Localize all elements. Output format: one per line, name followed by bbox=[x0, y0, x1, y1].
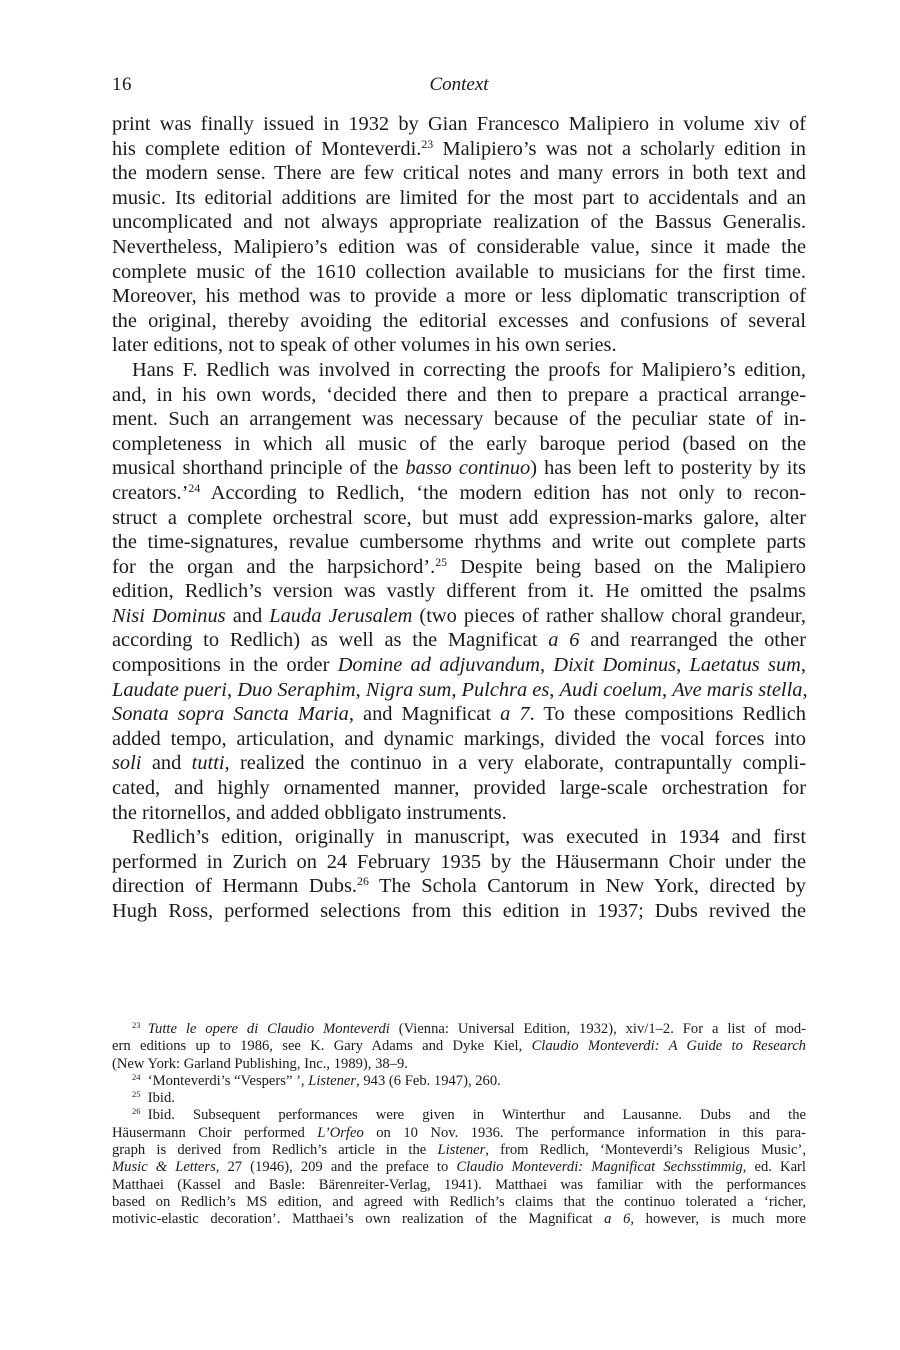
text-run: , and Magnificat bbox=[348, 703, 501, 726]
text-line bbox=[112, 358, 806, 383]
text-run: Matthaei (Kassel and Basle: Bärenreiter-Verlag, 1941). Matthaei was familiar with the performances bbox=[112, 1176, 806, 1193]
footnote-number: 24 bbox=[132, 1071, 141, 1082]
text-line bbox=[112, 432, 806, 457]
footnote bbox=[112, 1021, 806, 1073]
paragraph bbox=[112, 112, 806, 358]
footnote-ref: 26 bbox=[357, 874, 369, 889]
text-run: graph is derived from Redlich’s article in the bbox=[112, 1142, 438, 1159]
text-run: direction of Hermann Dubs. bbox=[112, 875, 358, 898]
text-line bbox=[112, 874, 806, 899]
text-run: , bbox=[355, 678, 366, 701]
text-run: completeness in which all music of the early baroque period (based on the bbox=[112, 432, 806, 455]
text-run: motivic-elastic decoration’. Matthaei’s own realization of the Magnificat bbox=[112, 1211, 605, 1228]
text-run: compositions in the order bbox=[112, 654, 338, 677]
text-run: the modern sense. There are few critical notes and many errors in both text and bbox=[112, 162, 806, 185]
spacer bbox=[140, 1073, 147, 1089]
italic-text: a 6 bbox=[604, 1211, 631, 1228]
text-run: , bbox=[226, 678, 238, 701]
text-line bbox=[112, 776, 806, 801]
text-run: , 27 (1946), 209 and the preface to bbox=[215, 1159, 457, 1176]
running-head: Context bbox=[429, 74, 489, 95]
page-number: 16 bbox=[112, 74, 132, 95]
text-line bbox=[112, 481, 806, 506]
text-run: , bbox=[451, 678, 462, 701]
footnote-line bbox=[112, 1194, 806, 1211]
text-run: the time-signatures, revalue cumbersome rhythms and write out complete parts bbox=[112, 531, 806, 554]
footnote-line bbox=[112, 1125, 806, 1142]
footnote-number: 26 bbox=[132, 1106, 141, 1117]
text-run: according to Redlich) as well as the Magnificat bbox=[112, 629, 549, 652]
text-run: , bbox=[540, 654, 554, 677]
italic-text: Audi coelum bbox=[559, 678, 662, 701]
text-line bbox=[112, 653, 806, 678]
italic-text: Claudio Monteverdi: Magnificat Sechsstimmig bbox=[456, 1159, 743, 1176]
text-run: the original, thereby avoiding the editorial excesses and confusions of several bbox=[112, 309, 806, 332]
footnote-line bbox=[112, 1090, 806, 1107]
text-line bbox=[112, 604, 806, 629]
text-run: Nevertheless, Malipiero’s edition was of considerable value, since it made the bbox=[112, 235, 806, 258]
footnote-line bbox=[112, 1211, 806, 1228]
text-run: the ritornellos, and added obbligato instruments. bbox=[112, 801, 507, 824]
footnote-line bbox=[112, 1038, 806, 1055]
text-line bbox=[112, 383, 806, 408]
text-run: Hugh Ross, performed selections from this edition in 1937; Dubs revived the bbox=[112, 900, 806, 922]
italic-text: Duo Seraphim bbox=[237, 678, 356, 701]
italic-text: tutti bbox=[191, 752, 225, 775]
text-run: , bbox=[676, 654, 690, 677]
italic-text: soli bbox=[112, 752, 142, 775]
italic-text: Domine ad adjuvandum bbox=[337, 654, 541, 677]
italic-text: Lauda Jerusalem bbox=[269, 604, 413, 627]
text-line bbox=[112, 235, 806, 260]
body-text bbox=[112, 112, 806, 924]
text-run: later editions, not to speak of other volumes in his own series. bbox=[112, 334, 617, 357]
text-line bbox=[112, 260, 806, 285]
italic-text: Pulchra es bbox=[461, 678, 550, 701]
text-run: Despite being based on the Malipiero bbox=[447, 555, 807, 578]
text-line bbox=[112, 506, 806, 531]
text-run: Moreover, his method was to provide a more or less diplomatic transcription of bbox=[112, 285, 806, 308]
text-run: According to Redlich, ‘the modern edition has not only to recon- bbox=[200, 481, 806, 504]
text-line bbox=[112, 801, 806, 826]
footnote-ref: 23 bbox=[421, 136, 434, 151]
text-run: Hans F. Redlich was involved in correcting the proofs for Malipiero’s edition, bbox=[132, 358, 806, 381]
text-run: print was finally issued in 1932 by Gian Francesco Malipiero in volume xiv of bbox=[112, 113, 806, 135]
text-line bbox=[112, 210, 806, 235]
footnote-number: 25 bbox=[132, 1089, 141, 1100]
text-run: Redlich’s edition, originally in manuscript, was executed in 1934 and first bbox=[132, 826, 806, 849]
text-line bbox=[112, 112, 806, 137]
text-run: and bbox=[141, 752, 192, 775]
paragraph bbox=[112, 825, 806, 923]
text-line bbox=[112, 628, 806, 653]
text-run: The Schola Cantorum in New York, directed by bbox=[368, 875, 806, 898]
italic-text: a 7 bbox=[500, 703, 530, 726]
text-run: performed in Zurich on 24 February 1935 by the Häusermann Choir under the bbox=[112, 850, 806, 873]
text-line bbox=[112, 284, 806, 309]
italic-text: L’Orfeo bbox=[317, 1124, 364, 1141]
spacer bbox=[140, 1090, 147, 1106]
footnote-line bbox=[112, 1107, 806, 1124]
text-run: Ibid. bbox=[147, 1090, 175, 1107]
footnote-number: 23 bbox=[132, 1019, 141, 1030]
text-run: based on Redlich’s MS edition, and agreed with Redlich’s claims that the continuo tolerated a ‘richer, bbox=[112, 1193, 806, 1210]
text-run: music. Its editorial additions are limited for the most part to accidentals and an bbox=[112, 186, 806, 209]
text-run: , bbox=[800, 654, 806, 677]
footnote-line bbox=[112, 1159, 806, 1176]
spacer bbox=[140, 1107, 147, 1123]
italic-text: Laudate pueri bbox=[112, 678, 227, 701]
footnotes bbox=[112, 1021, 806, 1229]
text-run: creators.’ bbox=[112, 481, 189, 504]
text-line bbox=[112, 555, 806, 580]
text-line bbox=[112, 137, 806, 162]
text-line bbox=[112, 186, 806, 211]
text-run: Häusermann Choir performed bbox=[112, 1124, 318, 1141]
text-run: musical shorthand principle of the bbox=[112, 457, 406, 480]
italic-text: Sonata sopra Sancta Maria bbox=[112, 703, 349, 726]
text-run: cated, and highly ornamented manner, provided large-scale orchestration for bbox=[112, 777, 806, 800]
text-run: ern editions up to 1986, see K. Gary Adams and Dyke Kiel, bbox=[112, 1038, 532, 1055]
footnote-line bbox=[112, 1073, 806, 1090]
text-run: (Vienna: Universal Edition, 1932), xiv/1–2. For a list of mod- bbox=[389, 1021, 807, 1037]
text-run: edition, Redlich’s version was vastly different from it. He omitted the psalms bbox=[112, 580, 806, 603]
text-run: , 943 (6 Feb. 1947), 260. bbox=[356, 1072, 501, 1089]
footnote-line bbox=[112, 1177, 806, 1194]
text-line bbox=[112, 579, 806, 604]
italic-text: Listener bbox=[437, 1142, 486, 1159]
italic-text: Tutte le opere di Claudio Monteverdi bbox=[147, 1021, 390, 1037]
text-run: on 10 Nov. 1936. The performance information in this para- bbox=[363, 1124, 807, 1141]
text-run: Ibid. Subsequent performances were given in Winterthur and Lausanne. Dubs and the bbox=[147, 1107, 806, 1124]
paragraph bbox=[112, 358, 806, 825]
text-run: and, in his own words, ‘decided there and then to prepare a practical arrange- bbox=[112, 383, 806, 406]
italic-text: Listener bbox=[308, 1072, 357, 1089]
text-run: for the organ and the harpsichord’. bbox=[112, 555, 436, 578]
text-run: ‘Monteverdi’s “Vespers” ’, bbox=[147, 1072, 309, 1089]
text-run: ment. Such an arrangement was necessary because of the peculiar state of in- bbox=[112, 408, 806, 431]
italic-text: Ave maris stella bbox=[672, 678, 803, 701]
text-run: , however, is much more bbox=[630, 1211, 806, 1228]
text-line bbox=[112, 678, 806, 703]
footnote-line bbox=[112, 1056, 806, 1073]
footnote-line bbox=[112, 1142, 806, 1159]
text-line bbox=[112, 751, 806, 776]
text-line bbox=[112, 407, 806, 432]
page-header bbox=[112, 74, 806, 100]
text-run: , from Redlich, ‘Monteverdi’s Religious Music’, bbox=[485, 1142, 806, 1159]
text-run: and bbox=[225, 604, 270, 627]
italic-text: basso continuo bbox=[405, 457, 531, 480]
text-line bbox=[112, 309, 806, 334]
italic-text: Nigra sum bbox=[365, 678, 452, 701]
text-line bbox=[112, 850, 806, 875]
text-run: Malipiero’s was not a scholarly edition in bbox=[433, 137, 806, 160]
text-line bbox=[112, 161, 806, 186]
text-line bbox=[112, 530, 806, 555]
text-run: complete music of the 1610 collection available to musicians for the first time. bbox=[112, 260, 806, 283]
text-run: added tempo, articulation, and dynamic markings, divided the vocal forces into bbox=[112, 727, 806, 750]
footnote bbox=[112, 1073, 806, 1090]
text-run: (two pieces of rather shallow choral grandeur, bbox=[412, 604, 806, 627]
spacer bbox=[140, 1021, 147, 1037]
italic-text: Laetatus sum bbox=[689, 654, 801, 677]
text-run: , bbox=[802, 678, 808, 701]
text-line bbox=[112, 333, 806, 358]
text-run: ) has been left to posterity by its bbox=[530, 457, 806, 480]
text-line bbox=[112, 702, 806, 727]
text-run: uncomplicated and not always appropriate realization of the Bassus Generalis. bbox=[112, 211, 806, 234]
text-line bbox=[112, 456, 806, 481]
italic-text: Nisi Dominus bbox=[112, 604, 226, 627]
text-run: struct a complete orchestral score, but must add expression-marks galore, alter bbox=[112, 506, 806, 529]
text-line bbox=[112, 899, 806, 924]
text-run: , bbox=[662, 678, 673, 701]
footnote-ref: 24 bbox=[188, 480, 201, 495]
italic-text: Music & Letters bbox=[112, 1159, 216, 1176]
text-run: his complete edition of Monteverdi. bbox=[112, 137, 422, 160]
text-run: . To these compositions Redlich bbox=[529, 703, 806, 726]
text-run: , bbox=[549, 678, 560, 701]
text-run: (New York: Garland Publishing, Inc., 1989), 38–9. bbox=[112, 1055, 408, 1072]
italic-text: a 6 bbox=[548, 629, 580, 652]
italic-text: Claudio Monteverdi: A Guide to Research bbox=[531, 1038, 806, 1055]
footnote-ref: 25 bbox=[435, 554, 448, 569]
text-line bbox=[112, 727, 806, 752]
text-line bbox=[112, 825, 806, 850]
text-run: and rearranged the other bbox=[579, 629, 806, 652]
italic-text: Dixit Dominus bbox=[553, 654, 677, 677]
footnote bbox=[112, 1090, 806, 1107]
footnote bbox=[112, 1107, 806, 1228]
footnote-line bbox=[112, 1021, 806, 1038]
text-run: , realized the continuo in a very elaborate, contrapuntally compli- bbox=[224, 752, 806, 775]
text-run: , ed. Karl bbox=[742, 1159, 806, 1176]
